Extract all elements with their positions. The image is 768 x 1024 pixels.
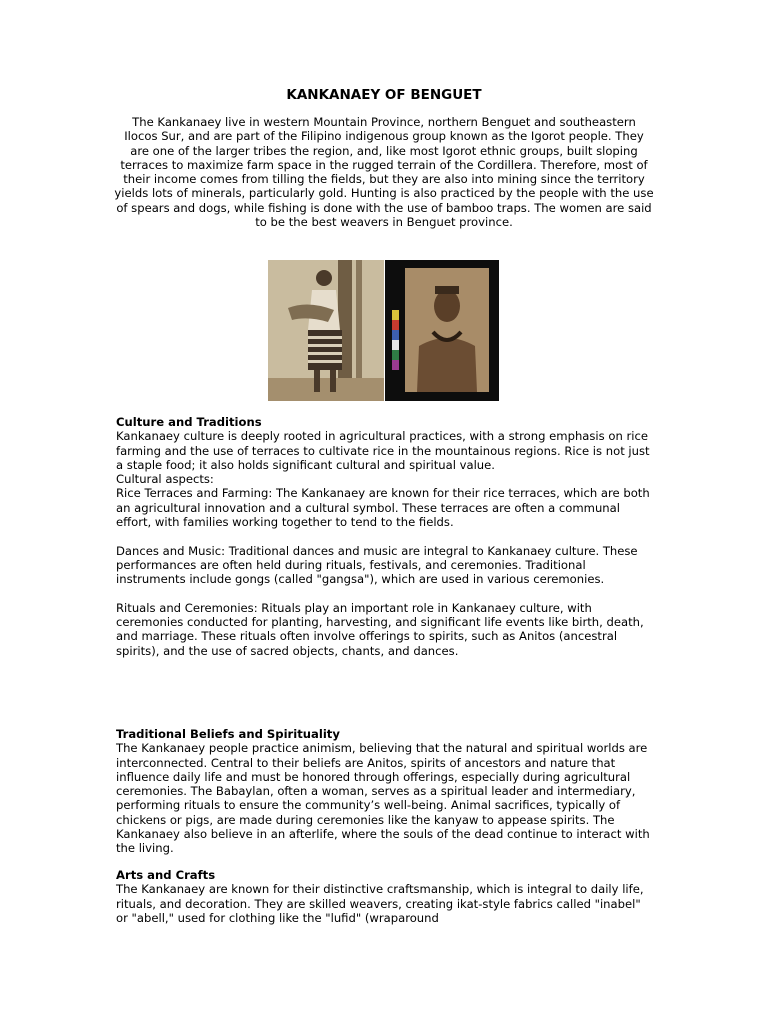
man-portrait-print xyxy=(405,268,489,392)
man-illustration xyxy=(405,268,489,392)
page-title: KANKANAEY OF BENGUET xyxy=(286,87,482,103)
strip-swatch xyxy=(392,320,399,330)
color-calibration-strip xyxy=(392,310,399,370)
aspect-dances-music: Dances and Music: Traditional dances and music are integral to Kankanaey culture. These performances are often held during rituals, festivals, and ceremonies. Traditional instruments include gongs (called "gangsa"), which are used in various ceremonies. xyxy=(116,543,638,587)
arts-heading: Arts and Crafts xyxy=(116,868,216,882)
beliefs-section xyxy=(116,727,656,856)
arts-section xyxy=(116,868,656,925)
beliefs-body: The Kankanaey people practice animism, believing that the natural and spiritual worlds are interconnected. Central to their beliefs are Anitos, spirits of ancestors and nature that influence daily life and must be honored through offerings, especially during agricultural ceremonies. The Babaylan, often a woman, serves as a spiritual leader and intermediary, performing rituals to ensure the community’s well-being. Animal sacrifices, typically of chickens or pigs, are made during ceremonies like the kanyaw to appease spirits. The Kankanaey also believe in an afterlife, where the souls of the dead continue to interact with the living. xyxy=(116,741,650,856)
culture-section xyxy=(116,415,656,658)
arts-body: The Kankanaey are known for their distinctive craftsmanship, which is integral to daily life, rituals, and decoration. They are skilled weavers, creating ikat-style fabrics called "inabel" or "abell," used for clothing like the "lufid" (wraparound xyxy=(116,882,644,925)
photo-kankanaey-woman xyxy=(268,260,384,401)
strip-swatch xyxy=(392,340,399,350)
strip-swatch xyxy=(392,360,399,370)
aspect-rituals: Rituals and Ceremonies: Rituals play an important role in Kankanaey culture, with ceremonies conducted for planting, harvesting, and significant life events like birth, death, and marriage. These rituals often involve offerings to spirits, such as Anitos (ancestral spirits), and the use of sacred objects, chants, and dances. xyxy=(116,600,644,658)
beliefs-heading: Traditional Beliefs and Spirituality xyxy=(116,727,340,741)
aspect-rice-terraces: Rice Terraces and Farming: The Kankanaey are known for their rice terraces, which are both an agricultural innovation and a cultural symbol. These terraces are often a communal effort, with families working together to tend to the fields. xyxy=(116,486,650,530)
strip-swatch xyxy=(392,350,399,360)
strip-swatch xyxy=(392,310,399,320)
intro-paragraph: The Kankanaey live in western Mountain Province, northern Benguet and southeastern Ilocos Sur, and are part of the Filipino indigenous group known as the Igorot people. They are one of the larger tribes the region, and, like most Igorot ethnic groups, built sloping terraces to maximize farm space in the rugged terrain of the Cordillera. Therefore, most of their income comes from tilling the fields, but they are also into mining since the territory yields lots of minerals, particularly gold. Hunting is also practiced by the people with the use of spears and dogs, while fishing is done with the use of bamboo traps. The women are said to be the best weavers in Benguet province. xyxy=(114,115,654,230)
culture-body: Kankanaey culture is deeply rooted in agricultural practices, with a strong emphasis on rice farming and the use of terraces to cultivate rice in the mountainous regions. Rice is not just a staple food; it also holds significant cultural and spiritual value. xyxy=(116,429,650,472)
culture-aspects-label: Cultural aspects: xyxy=(116,472,214,487)
woman-illustration xyxy=(268,260,384,401)
photo-pair xyxy=(268,260,499,401)
strip-swatch xyxy=(392,330,399,340)
culture-heading: Culture and Traditions xyxy=(116,415,262,429)
photo-kankanaey-man xyxy=(385,260,499,401)
